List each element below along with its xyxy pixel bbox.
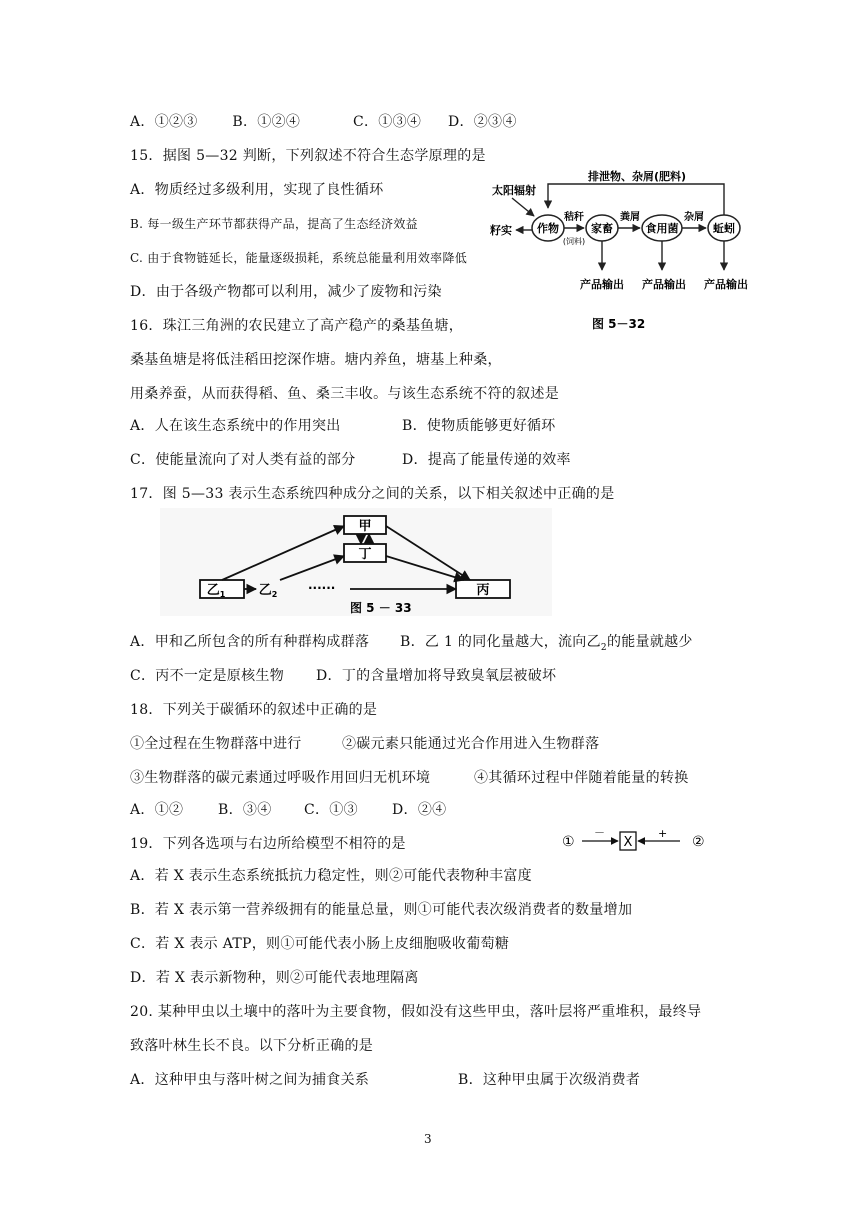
- q18-option-c: C．①③: [304, 802, 358, 818]
- q18-statement-4: ④其循环过程中伴随着能量的转换: [474, 770, 689, 786]
- q17-options-cd: [130, 666, 556, 686]
- fig-jia-label: 甲: [358, 519, 372, 534]
- q18-stem: 18．下列关于碳循环的叙述中正确的是: [130, 702, 378, 718]
- fig-top-label: 排泄物、杂屑(肥料): [588, 170, 687, 183]
- model-x-label: X: [623, 835, 633, 850]
- model-left-label: ①: [562, 834, 575, 850]
- q19-option-c: C．若 X 表示 ATP，则①可能代表小肠上皮细胞吸收葡萄糖: [130, 936, 510, 952]
- fig-sun-label: 太阳辐射: [492, 184, 536, 197]
- q18-statements-34: [130, 768, 689, 788]
- fig-yi1-label: 乙$_1$: [206, 583, 226, 599]
- q19-model: [562, 826, 712, 856]
- q19-stem: 19．下列各选项与右边所给模型不相符的是: [130, 836, 406, 852]
- fig-livestock-label: 家畜: [591, 222, 613, 235]
- fig-output-label-1: 产品输出: [580, 278, 624, 291]
- fig-manure-label: 粪屑: [620, 212, 640, 223]
- fig-feed-label: (饲料): [562, 237, 586, 246]
- model-plus-label: +: [658, 827, 668, 840]
- q16-option-b: B．使物质能够更好循环: [402, 418, 556, 434]
- q20-stem-2: 致落叶林生长不良。以下分析正确的是: [130, 1038, 374, 1054]
- q19-option-d: D．若 X 表示新物种，则②可能代表地理隔离: [130, 970, 419, 986]
- fig-ding-label: 丁: [358, 547, 372, 562]
- fig-5-33-caption: 图 5 － 33: [350, 601, 412, 615]
- q18-option-a: A．①②: [130, 802, 184, 818]
- fig-earthworm-label: 蚯蚓: [713, 222, 735, 235]
- q16-options-cd: [130, 450, 571, 470]
- q18-statement-1: ①全过程在生物群落中进行: [130, 736, 302, 752]
- q19-option-a: A．若 X 表示生态系统抵抗力稳定性，则②可能代表物种丰富度: [130, 868, 532, 884]
- q20-option-b: B．这种甲虫属于次级消费者: [458, 1072, 641, 1088]
- model-right-label: ②: [692, 834, 705, 850]
- q20-options-ab: [130, 1070, 640, 1090]
- q15-option-d: D．由于各级产物都可以利用，减少了废物和污染: [130, 284, 442, 300]
- q14-option-d: D．②③④: [447, 114, 517, 130]
- q18-option-d: D．②④: [392, 802, 447, 818]
- q18-options: [130, 800, 446, 820]
- figure-5-32: [488, 170, 752, 342]
- q16-option-c: C．使能量流向了对人类有益的部分: [130, 452, 356, 468]
- q18-statements-12: [130, 734, 599, 754]
- q17-option-c: C．丙不一定是原核生物: [130, 668, 285, 684]
- q15-stem: 15．据图 5—32 判断，下列叙述不符合生态学原理的是: [130, 148, 486, 164]
- q18-statement-2: ②碳元素只能通过光合作用进入生物群落: [342, 736, 600, 752]
- q14-option-c: C．①③④: [352, 114, 422, 130]
- q19-option-b: B．若 X 表示第一营养级拥有的能量总量，则①可能代表次级消费者的数量增加: [130, 902, 633, 918]
- figure-5-33: [160, 508, 552, 616]
- q16-option-a: A．人在该生态系统中的作用突出: [130, 418, 341, 434]
- fig-fungi-label: 食用菌: [645, 222, 679, 235]
- q16-stem-1: 16．珠江三角洲的农民建立了高产稳产的桑基鱼塘，: [130, 318, 464, 334]
- q17-option-d: D．丁的含量增加将导致臭氧层被破坏: [316, 668, 557, 684]
- fig-dots-label: ······: [308, 581, 336, 595]
- q14-option-b: B．①②④: [232, 114, 301, 130]
- q14-options: [130, 112, 517, 132]
- q17-options-ab: [130, 632, 693, 658]
- fig-debris-label: 杂屑: [684, 212, 704, 223]
- fig-straw-label: 秸秆: [564, 212, 584, 223]
- q16-stem-3: 用桑养蚕，从而获得稻、鱼、桑三丰收。与该生态系统不符的叙述是: [130, 386, 559, 402]
- q14-option-a: A．①②③: [130, 114, 198, 130]
- q18-statement-3: ③生物群落的碳元素通过呼吸作用回归无机环境: [130, 770, 431, 786]
- fig-bing-label: 丙: [476, 583, 490, 598]
- q20-option-a: A．这种甲虫与落叶树之间为捕食关系: [130, 1072, 370, 1088]
- q15-option-b: B. 每一级生产环节都获得产品，提高了生态经济效益: [130, 217, 418, 231]
- q16-option-d: D．提高了能量传递的效率: [402, 452, 571, 468]
- q17-option-a: A．甲和乙所包含的所有种群构成群落: [130, 634, 370, 650]
- fig-output-label-3: 产品输出: [704, 278, 748, 291]
- fig-5-32-caption: 图 5－32: [592, 317, 646, 331]
- q15-option-c: C. 由于食物链延长，能量逐级损耗，系统总能量利用效率降低: [130, 251, 468, 265]
- q16-options-ab: [130, 416, 556, 436]
- q17-option-b: B．乙 1 的同化量越大，流向乙$_2$的能量就越少: [400, 634, 693, 653]
- fig-seed-label: 籽实: [490, 224, 512, 237]
- model-minus-label: －: [594, 826, 605, 839]
- page-number: 3: [424, 1132, 432, 1146]
- q16-stem-2: 桑基鱼塘是将低洼稻田挖深作塘。塘内养鱼，塘基上种桑，: [130, 352, 502, 368]
- q18-option-b: B．③④: [218, 802, 272, 818]
- fig-crop-label: 作物: [537, 222, 559, 235]
- q17-stem: 17．图 5—33 表示生态系统四种成分之间的关系，以下相关叙述中正确的是: [130, 486, 615, 502]
- fig-yi2-label: 乙$_2$: [258, 583, 278, 599]
- q20-stem-1: 20. 某种甲虫以土壤中的落叶为主要食物，假如没有这些甲虫，落叶层将严重堆积，最终导: [130, 1004, 702, 1020]
- q15-option-a: A．物质经过多级利用，实现了良性循环: [130, 182, 384, 198]
- fig-output-label-2: 产品输出: [642, 278, 686, 291]
